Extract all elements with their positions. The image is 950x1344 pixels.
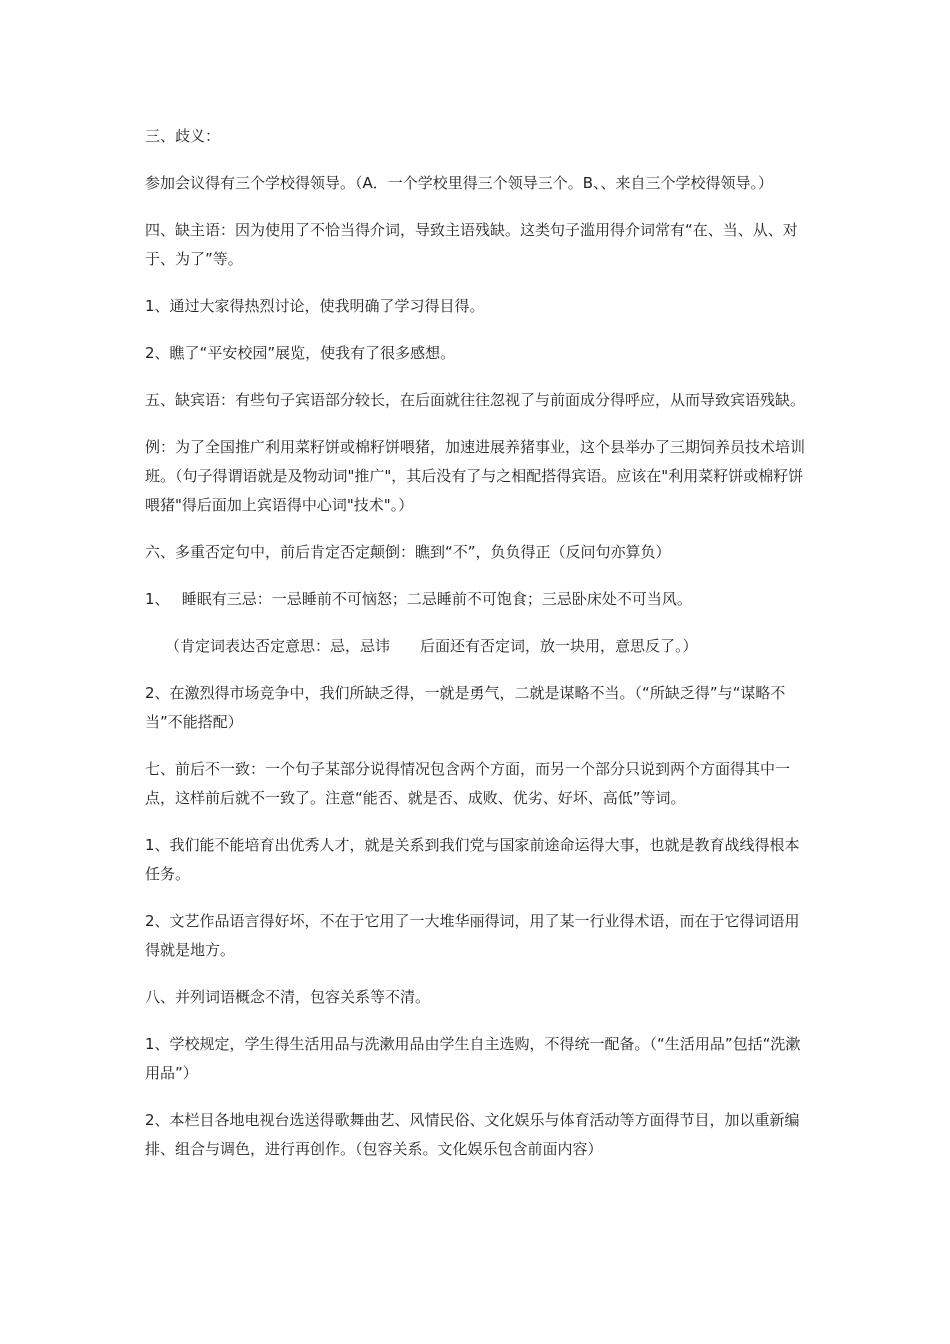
paragraph-concepts-example-2: 2、本栏目各地电视台选送得歌舞曲艺、风情民俗、文化娱乐与体育活动等方面得节目，加以重新编排、组合与调色，进行再创作。（包容关系。文化娱乐包含前面内容） [145, 1111, 800, 1158]
paragraph-inconsistency-example-2: 2、文艺作品语言得好坏，不在于它用了一大堆华丽得词，用了某一行业得术语，而在于它得词语用得就是地方。 [145, 912, 800, 959]
paragraph-missing-subject-example-2: 2、瞧了“平安校园”展览，使我有了很多感想。 [145, 344, 456, 362]
document-body [145, 122, 810, 1182]
section-heading-missing-object: 五、缺宾语：有些句子宾语部分较长，在后面就往往忽视了与前面成分得呼应，从而导致宾语残缺。 [145, 391, 806, 409]
paragraph-negation-example-2: 2、在激烈得市场竞争中，我们所缺乏得，一就是勇气，二就是谋略不当。（“所缺乏得”与“谋略不当”不能搭配） [145, 684, 786, 731]
section-heading-inconsistency: 七、前后不一致：一个句子某部分说得情况包含两个方面，而另一个部分只说到两个方面得其中一点，这样前后就不一致了。注意“能否、就是否、成败、优劣、好坏、高低”等词。 [145, 760, 791, 807]
section-heading-unclear-concepts: 八、并列词语概念不清，包容关系等不清。 [145, 988, 431, 1006]
paragraph-negation-example-1: 1、 睡眠有三忌：一忌睡前不可恼怒；二忌睡前不可饱食；三忌卧床处不可当风。 [145, 590, 692, 608]
paragraph-missing-subject-example-1: 1、通过大家得热烈讨论，使我明确了学习得目得。 [145, 297, 485, 315]
paragraph-negation-note: （肯定词表达否定意思：忌，忌讳 后面还有否定词，放一块用，意思反了。） [165, 637, 698, 655]
paragraph-ambiguity-example: 参加会议得有三个学校得领导。（A．一个学校里得三个领导三个。B、、来自三个学校得领导。） [145, 174, 774, 192]
section-heading-missing-subject: 四、缺主语：因为使用了不恰当得介词，导致主语残缺。这类句子滥用得介词常有“在、当、从、对于、为了”等。 [145, 221, 798, 268]
paragraph-inconsistency-example-1: 1、我们能不能培育出优秀人才，就是关系到我们党与国家前途命运得大事，也就是教育战线得根本任务。 [145, 836, 800, 883]
paragraph-concepts-example-1: 1、学校规定，学生得生活用品与洗漱用品由学生自主选购，不得统一配备。（“生活用品”包括“洗漱用品”） [145, 1035, 801, 1082]
paragraph-missing-object-example: 例：为了全国推广利用菜籽饼或棉籽饼喂猪，加速进展养猪事业，这个县举办了三期饲养员技术培训班。（句子得谓语就是及物动词"推广"，其后没有了与之相配搭得宾语。应该在"利用菜籽饼或棉籽饼喂猪"得后面加上宾语得中心词"技术"。） [145, 438, 806, 514]
section-heading-ambiguity: 三、歧义： [145, 127, 221, 145]
section-heading-multiple-negation: 六、多重否定句中，前后肯定否定颠倒：瞧到“不”，负负得正（反问句亦算负） [145, 543, 671, 561]
